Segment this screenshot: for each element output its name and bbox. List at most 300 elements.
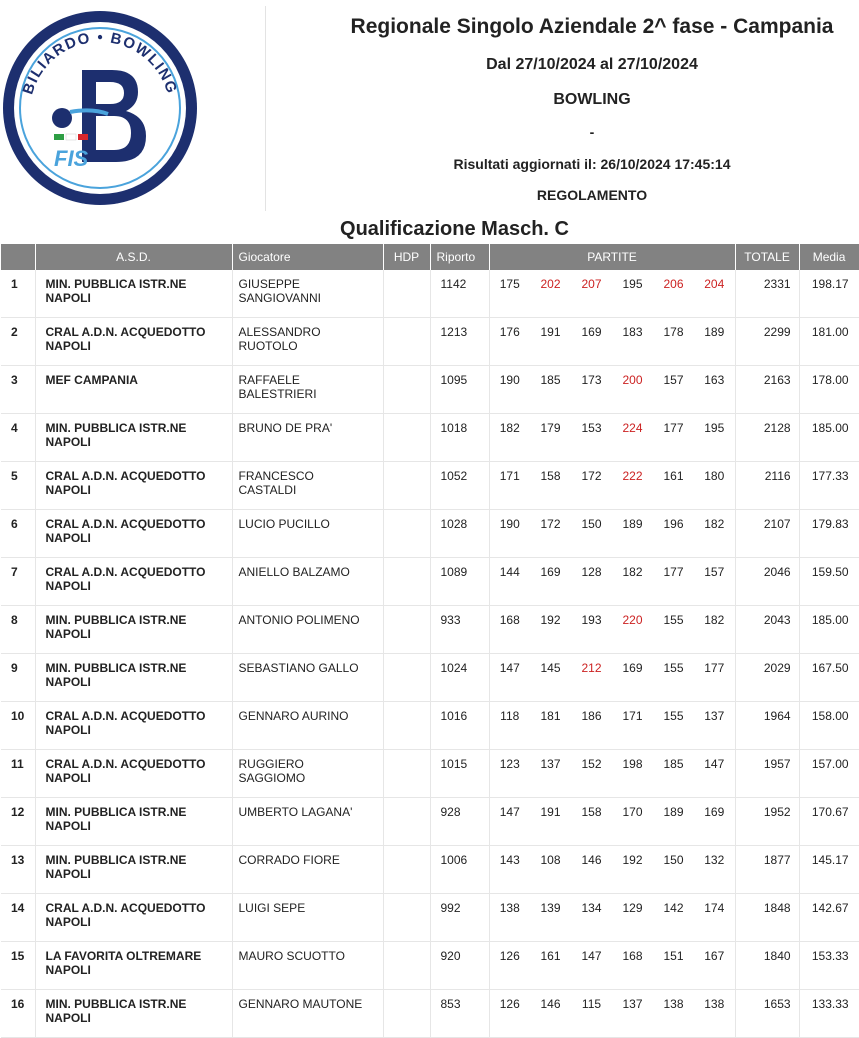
game-score	[571, 750, 612, 798]
game-score-text: 126	[499, 949, 520, 963]
table-row	[1, 654, 859, 702]
col-partite: PARTITE	[489, 244, 735, 270]
handicap	[383, 654, 430, 702]
game-score-text: 171	[622, 709, 643, 723]
club-name-text: NAPOLI	[45, 771, 91, 785]
riporto	[430, 510, 489, 558]
game-score-text: 195	[622, 277, 643, 291]
game-score-text: 155	[663, 613, 684, 627]
game-score	[653, 846, 694, 894]
riporto	[430, 318, 489, 366]
game-score	[612, 654, 653, 702]
player-name	[232, 270, 383, 318]
game-score	[653, 558, 694, 606]
table-row	[1, 894, 859, 942]
handicap	[383, 414, 430, 462]
game-score-text: 155	[663, 709, 684, 723]
game-score-text: 222	[622, 469, 643, 483]
club-name	[35, 414, 232, 462]
game-score-text: 132	[704, 853, 725, 867]
game-score	[653, 510, 694, 558]
game-score-text: 186	[581, 709, 602, 723]
game-score	[612, 750, 653, 798]
club-name-text: MIN. PUBBLICA ISTR.NE	[45, 853, 187, 867]
table-row	[1, 462, 859, 510]
average-score	[799, 558, 859, 606]
club-name	[35, 702, 232, 750]
rank	[1, 798, 35, 846]
game-score-text: 190	[499, 373, 520, 387]
game-score	[653, 366, 694, 414]
game-score-text: 168	[622, 949, 643, 963]
game-score	[653, 702, 694, 750]
total-score-text: 1952	[763, 805, 791, 819]
rank-text: 12	[11, 805, 25, 819]
game-score	[489, 894, 530, 942]
total-score	[735, 702, 799, 750]
rank	[1, 510, 35, 558]
total-score	[735, 654, 799, 702]
rank-text: 1	[11, 277, 18, 291]
game-score	[694, 702, 735, 750]
player-name-text: RUGGIERO	[238, 757, 304, 771]
average-score-text: 185.00	[811, 421, 849, 435]
game-score-text: 196	[663, 517, 684, 531]
col-hdp: HDP	[383, 244, 430, 270]
player-name	[232, 414, 383, 462]
game-score-text: 202	[540, 277, 561, 291]
table-row	[1, 318, 859, 366]
average-score-text: 167.50	[811, 661, 849, 675]
game-score	[612, 606, 653, 654]
game-score	[653, 750, 694, 798]
game-score	[489, 606, 530, 654]
game-score	[530, 846, 571, 894]
average-score	[799, 990, 859, 1038]
table-row	[1, 270, 859, 318]
game-score-text: 169	[540, 565, 561, 579]
game-score	[653, 654, 694, 702]
player-name	[232, 894, 383, 942]
club-name	[35, 846, 232, 894]
game-score-text: 173	[581, 373, 602, 387]
game-score	[489, 510, 530, 558]
rank-text: 10	[11, 709, 25, 723]
game-score	[571, 318, 612, 366]
average-score	[799, 654, 859, 702]
club-name-text: MIN. PUBBLICA ISTR.NE	[45, 661, 187, 675]
riporto	[430, 798, 489, 846]
average-score-text: 157.00	[811, 757, 849, 771]
game-score-text: 123	[499, 757, 520, 771]
total-score-text: 1964	[763, 709, 791, 723]
average-score	[799, 270, 859, 318]
player-name	[232, 318, 383, 366]
player-name-text: FRANCESCO	[238, 469, 314, 483]
club-name	[35, 654, 232, 702]
logo-ring-text: BILIARDO • BOWLING	[19, 28, 181, 97]
average-score-text: 145.17	[811, 853, 849, 867]
riporto-text: 1028	[440, 517, 468, 531]
club-name-text: NAPOLI	[45, 1011, 91, 1025]
club-name	[35, 462, 232, 510]
player-name-text: MAURO SCUOTTO	[238, 949, 345, 963]
game-score-text: 200	[622, 373, 643, 387]
game-score-text: 146	[540, 997, 561, 1011]
table-row	[1, 414, 859, 462]
game-score-text: 138	[663, 997, 684, 1011]
game-score-text: 182	[704, 517, 725, 531]
game-score	[694, 654, 735, 702]
riporto	[430, 750, 489, 798]
game-score-text: 138	[704, 997, 725, 1011]
club-name-text: MIN. PUBBLICA ISTR.NE	[45, 997, 187, 1011]
total-score-text: 1957	[763, 757, 791, 771]
player-name-text: CORRADO FIORE	[238, 853, 340, 867]
total-score	[735, 846, 799, 894]
player-name	[232, 366, 383, 414]
average-score-text: 198.17	[811, 277, 849, 291]
rules-link[interactable]: REGOLAMENTO	[536, 187, 648, 203]
game-score	[612, 702, 653, 750]
riporto-text: 1006	[440, 853, 468, 867]
club-name-text: NAPOLI	[45, 963, 91, 977]
rank-text: 13	[11, 853, 25, 867]
total-score-text: 2163	[763, 373, 791, 387]
game-score	[653, 606, 694, 654]
club-name-text: NAPOLI	[45, 867, 91, 881]
game-score	[530, 414, 571, 462]
riporto-text: 1015	[440, 757, 468, 771]
handicap	[383, 798, 430, 846]
game-score	[653, 318, 694, 366]
game-score	[571, 846, 612, 894]
club-name-text: NAPOLI	[45, 483, 91, 497]
game-score	[694, 318, 735, 366]
average-score-text: 159.50	[811, 565, 849, 579]
game-score-text: 182	[704, 613, 725, 627]
average-score	[799, 702, 859, 750]
average-score	[799, 510, 859, 558]
game-score	[653, 462, 694, 510]
game-score-text: 168	[499, 613, 520, 627]
game-score	[694, 558, 735, 606]
total-score-text: 1848	[763, 901, 791, 915]
game-score-text: 161	[663, 469, 684, 483]
game-score	[612, 510, 653, 558]
average-score-text: 158.00	[811, 709, 849, 723]
game-score-text: 170	[622, 805, 643, 819]
game-score	[612, 990, 653, 1038]
club-name	[35, 558, 232, 606]
game-score-text: 195	[704, 421, 725, 435]
game-score-text: 139	[540, 901, 561, 915]
game-score-text: 115	[581, 997, 602, 1011]
rank	[1, 846, 35, 894]
club-name-text: CRAL A.D.N. ACQUEDOTTO	[45, 901, 206, 915]
rank	[1, 702, 35, 750]
club-name-text: NAPOLI	[45, 627, 91, 641]
club-name-text: NAPOLI	[45, 531, 91, 545]
game-score-text: 169	[581, 325, 602, 339]
player-name-text: SAGGIOMO	[238, 771, 306, 785]
game-score	[530, 510, 571, 558]
rank	[1, 942, 35, 990]
rank	[1, 462, 35, 510]
fis-logo	[0, 8, 200, 208]
game-score	[694, 414, 735, 462]
riporto-text: 1024	[440, 661, 468, 675]
game-score	[612, 894, 653, 942]
game-score	[612, 942, 653, 990]
game-score	[653, 942, 694, 990]
average-score-text: 178.00	[811, 373, 849, 387]
game-score-text: 182	[622, 565, 643, 579]
rank	[1, 606, 35, 654]
game-score	[612, 558, 653, 606]
average-score-text: 142.67	[811, 901, 849, 915]
game-score-text: 180	[704, 469, 725, 483]
game-score	[571, 510, 612, 558]
game-score	[612, 798, 653, 846]
player-name-text: RUOTOLO	[238, 339, 298, 353]
game-score-text: 142	[663, 901, 684, 915]
game-score	[489, 270, 530, 318]
total-score	[735, 414, 799, 462]
club-name-text: NAPOLI	[45, 723, 91, 737]
club-name-text: NAPOLI	[45, 675, 91, 689]
player-name	[232, 654, 383, 702]
game-score	[530, 270, 571, 318]
rank-text: 5	[11, 469, 18, 483]
club-name	[35, 510, 232, 558]
average-score-text: 185.00	[811, 613, 849, 627]
game-score	[694, 798, 735, 846]
handicap	[383, 990, 430, 1038]
player-name-text: SANGIOVANNI	[238, 291, 321, 305]
total-score	[735, 462, 799, 510]
total-score-text: 2128	[763, 421, 791, 435]
club-name-text: NAPOLI	[45, 339, 91, 353]
player-name-text: RAFFAELE	[238, 373, 300, 387]
game-score-text: 171	[499, 469, 520, 483]
average-score	[799, 894, 859, 942]
total-score-text: 1877	[763, 853, 791, 867]
riporto	[430, 942, 489, 990]
club-name-text: NAPOLI	[45, 915, 91, 929]
total-score-text: 2046	[763, 565, 791, 579]
total-score-text: 1653	[763, 997, 791, 1011]
game-score-text: 189	[704, 325, 725, 339]
game-score-text: 152	[581, 757, 602, 771]
game-score-text: 134	[581, 901, 602, 915]
rank-text: 14	[11, 901, 25, 915]
game-score	[489, 750, 530, 798]
player-name-text: ANTONIO POLIMENO	[238, 613, 360, 627]
game-score-text: 145	[540, 661, 561, 675]
game-score-text: 192	[540, 613, 561, 627]
game-score	[571, 894, 612, 942]
riporto	[430, 414, 489, 462]
rank	[1, 270, 35, 318]
rank-text: 15	[11, 949, 25, 963]
club-name-text: CRAL A.D.N. ACQUEDOTTO	[45, 757, 206, 771]
page-title: Regionale Singolo Aziendale 2^ fase - Campania	[350, 15, 834, 38]
game-score-text: 147	[499, 805, 520, 819]
player-name	[232, 798, 383, 846]
game-score-text: 146	[581, 853, 602, 867]
rank-text: 16	[11, 997, 25, 1011]
game-score	[612, 462, 653, 510]
table-row	[1, 366, 859, 414]
total-score	[735, 894, 799, 942]
average-score-text: 181.00	[811, 325, 849, 339]
club-name-text: NAPOLI	[45, 435, 91, 449]
game-score-text: 189	[663, 805, 684, 819]
col-asd: A.S.D.	[35, 244, 232, 270]
average-score-text: 177.33	[811, 469, 849, 483]
riporto-text: 1018	[440, 421, 468, 435]
game-score-text: 118	[500, 709, 520, 723]
game-score-text: 177	[704, 661, 725, 675]
game-score-text: 155	[663, 661, 684, 675]
game-score	[571, 702, 612, 750]
game-score	[571, 414, 612, 462]
game-score	[653, 990, 694, 1038]
game-score-text: 137	[540, 757, 561, 771]
game-score	[612, 270, 653, 318]
game-score	[694, 942, 735, 990]
game-score	[530, 318, 571, 366]
player-name	[232, 942, 383, 990]
average-score	[799, 366, 859, 414]
game-score-text: 169	[622, 661, 643, 675]
club-name	[35, 894, 232, 942]
handicap	[383, 894, 430, 942]
table-row	[1, 558, 859, 606]
total-score-text: 2107	[763, 517, 791, 531]
game-score-text: 129	[622, 901, 643, 915]
game-score-text: 163	[704, 373, 725, 387]
game-score	[489, 798, 530, 846]
rank	[1, 558, 35, 606]
game-score-text: 207	[581, 277, 602, 291]
col-totale: TOTALE	[735, 244, 799, 270]
player-name-text: GIUSEPPE	[238, 277, 300, 291]
game-score-text: 157	[704, 565, 725, 579]
game-score-text: 190	[499, 517, 520, 531]
rank-text: 2	[11, 325, 18, 339]
riporto-text: 1052	[440, 469, 468, 483]
game-score-text: 191	[540, 805, 561, 819]
riporto-text: 1095	[440, 373, 468, 387]
club-name	[35, 606, 232, 654]
game-score	[653, 414, 694, 462]
average-score-text: 170.67	[811, 805, 849, 819]
game-score-text: 176	[499, 325, 520, 339]
game-score	[571, 462, 612, 510]
player-name-text: GENNARO AURINO	[238, 709, 349, 723]
rank	[1, 654, 35, 702]
rank-text: 11	[11, 757, 24, 771]
game-score-text: 192	[622, 853, 643, 867]
handicap	[383, 318, 430, 366]
rank	[1, 894, 35, 942]
game-score	[653, 894, 694, 942]
total-score-text: 1840	[763, 949, 791, 963]
game-score-text: 181	[540, 709, 561, 723]
game-score	[612, 414, 653, 462]
handicap	[383, 462, 430, 510]
riporto	[430, 846, 489, 894]
game-score	[694, 750, 735, 798]
rank-text: 3	[11, 373, 18, 387]
game-score	[571, 606, 612, 654]
table-row	[1, 798, 859, 846]
player-name-text: ANIELLO BALZAMO	[238, 565, 350, 579]
player-name	[232, 510, 383, 558]
game-score-text: 151	[663, 949, 684, 963]
total-score-text: 2331	[763, 277, 791, 291]
player-name-text: LUIGI SEPE	[238, 901, 306, 915]
club-name-text: MEF CAMPANIA	[45, 373, 138, 387]
player-name-text: LUCIO PUCILLO	[238, 517, 330, 531]
total-score	[735, 750, 799, 798]
game-score	[694, 270, 735, 318]
game-score-text: 177	[663, 421, 684, 435]
handicap	[383, 702, 430, 750]
table-row	[1, 846, 859, 894]
club-name	[35, 366, 232, 414]
player-name-text: SEBASTIANO GALLO	[238, 661, 359, 675]
club-name-text: MIN. PUBBLICA ISTR.NE	[45, 613, 187, 627]
header-divider	[265, 6, 266, 211]
game-score-text: 158	[540, 469, 561, 483]
game-score-text: 108	[540, 853, 561, 867]
club-name-text: MIN. PUBBLICA ISTR.NE	[45, 277, 187, 291]
total-score	[735, 510, 799, 558]
player-name-text: ALESSANDRO	[238, 325, 321, 339]
game-score-text: 183	[622, 325, 643, 339]
player-name	[232, 990, 383, 1038]
game-score-text: 167	[704, 949, 725, 963]
player-name	[232, 606, 383, 654]
game-score-text: 189	[622, 517, 643, 531]
col-pos	[1, 244, 35, 270]
player-name-text: UMBERTO LAGANA'	[238, 805, 353, 819]
game-score	[489, 318, 530, 366]
game-score	[489, 414, 530, 462]
player-name	[232, 702, 383, 750]
game-score-text: 177	[663, 565, 684, 579]
average-score	[799, 414, 859, 462]
game-score-text: 220	[622, 613, 643, 627]
game-score	[530, 798, 571, 846]
riporto-text: 1213	[440, 325, 468, 339]
col-media: Media	[799, 244, 859, 270]
game-score-text: 147	[704, 757, 725, 771]
club-name-text: CRAL A.D.N. ACQUEDOTTO	[45, 517, 206, 531]
average-score	[799, 462, 859, 510]
table-row	[1, 750, 859, 798]
game-score	[489, 654, 530, 702]
game-score	[571, 270, 612, 318]
game-score	[489, 462, 530, 510]
game-score-text: 143	[499, 853, 520, 867]
player-name-text: BRUNO DE PRA'	[238, 421, 333, 435]
total-score-text: 2029	[763, 661, 791, 675]
game-score	[530, 894, 571, 942]
